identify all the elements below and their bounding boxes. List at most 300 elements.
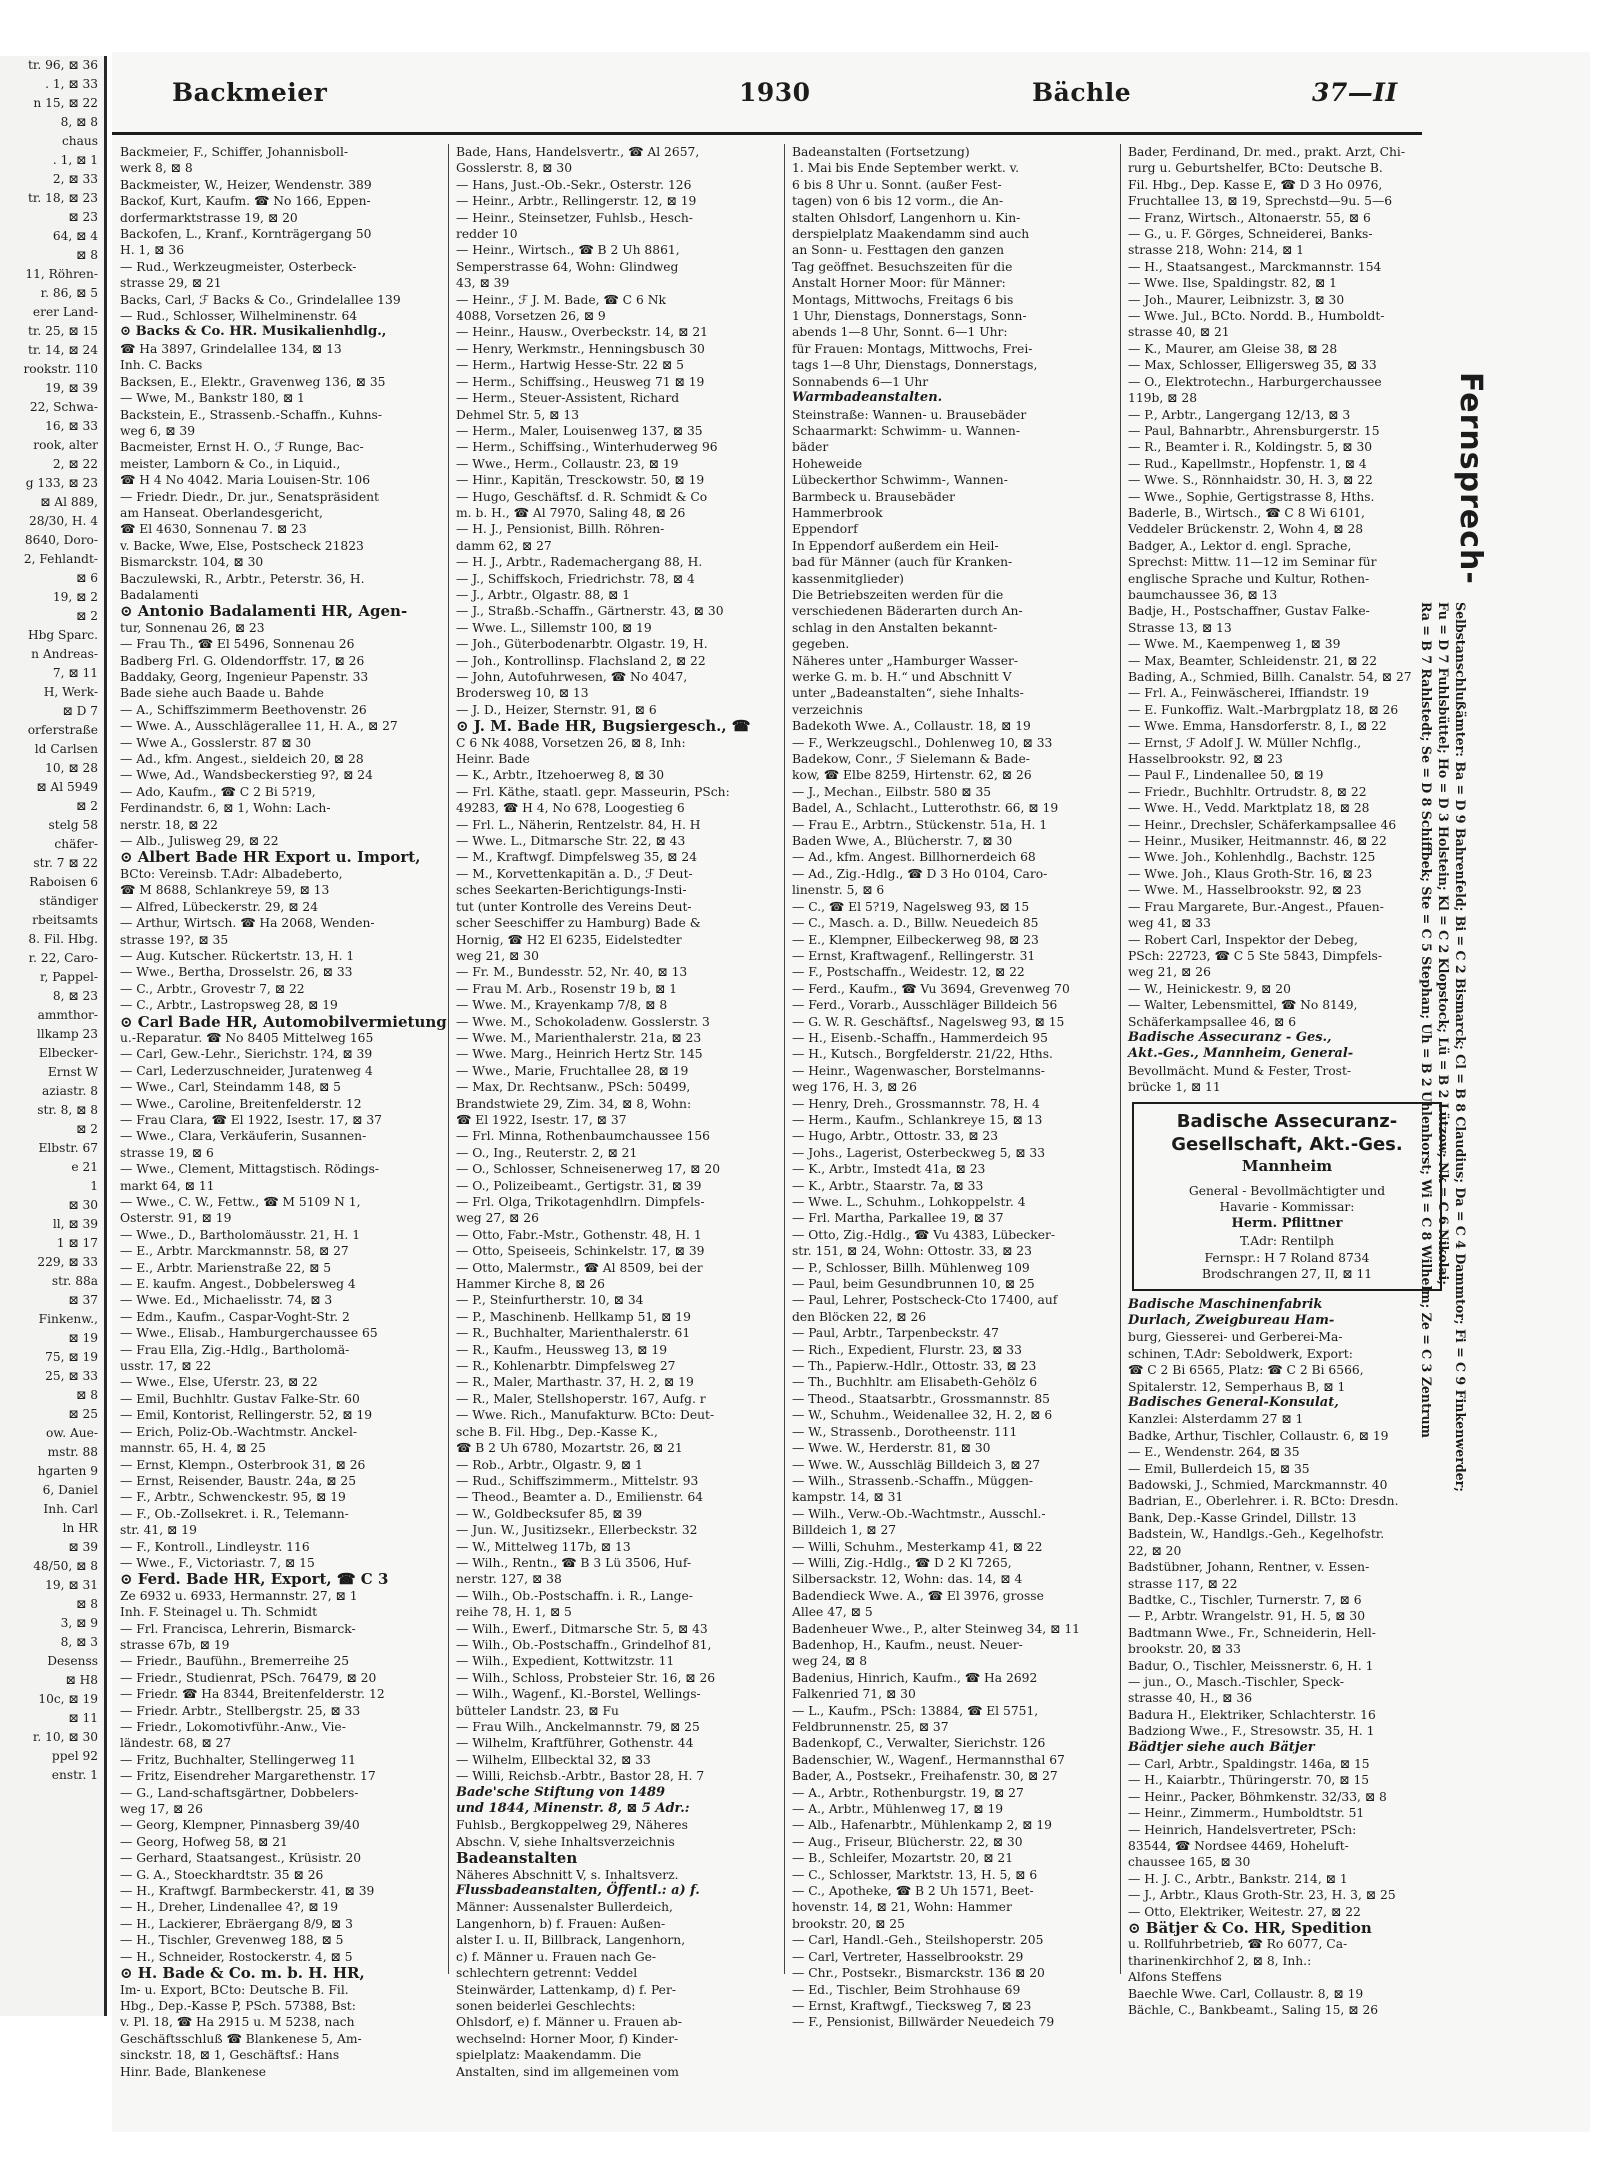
directory-entry: für Frauen: Montags, Mittwochs, Frei- — [792, 341, 1033, 356]
directory-entry: — Heinr., Musiker, Heitmannstr. 46, ⊠ 22 — [1128, 834, 1387, 849]
directory-entry: — Wilh., Verw.-Ob.-Wachtmstr., Ausschl.- — [792, 1506, 1046, 1521]
directory-entry: Bader, A., Postsekr., Freihafenstr. 30, ⊠ 27 — [792, 1769, 1058, 1784]
directory-entry: Spitalerstr. 12, Semperhaus B, ⊠ 1 — [1128, 1379, 1346, 1394]
directory-entry: — Wwe. Joh., Kohlenhdlg., Bachstr. 125 — [1128, 850, 1376, 865]
directory-entry: Osterstr. 91, ⊠ 19 — [120, 1211, 232, 1226]
directory-entry: Lübeckerthor Schwimm-, Wannen- — [792, 473, 1008, 488]
directory-entry: ⊙ J. M. Bade HR, Bugsiergesch., ☎ — [456, 717, 751, 736]
facing-page-line: 64, ⊠ 4 — [52, 229, 98, 243]
directory-entry: nerstr. 18, ⊠ 22 — [120, 817, 218, 832]
directory-entry: — Rud., Werkzeugmeister, Osterbeck- — [120, 259, 357, 274]
directory-entry: — Wwe., Elisab., Hamburgerchaussee 65 — [120, 1326, 378, 1341]
directory-entry: — C., Arbtr., Lastropsweg 28, ⊠ 19 — [120, 998, 338, 1013]
directory-entry: 83544, ☎ Nordsee 4469, Hoheluft- — [1128, 1839, 1349, 1853]
directory-entry: bad für Männer (auch für Kranken- — [792, 555, 1013, 570]
directory-entry: dorfermarktstrasse 19, ⊠ 20 — [120, 210, 298, 225]
facing-page-line: rbeitsamts — [32, 913, 98, 927]
directory-entry: — Walter, Lebensmittel, ☎ No 8149, — [1128, 998, 1358, 1013]
directory-entry: — Friedr. Diedr., Dr. jur., Senatspräsident — [120, 489, 379, 504]
directory-entry: Badberg Frl. G. Oldendorffstr. 17, ⊠ 26 — [120, 653, 365, 668]
directory-entry: BCto: Vereinsb. T.Adr: Albadeberto, — [120, 866, 343, 881]
directory-entry: — Paul F., Lindenallee 50, ⊠ 19 — [1128, 768, 1324, 783]
directory-entry: strasse 19, ⊠ 6 — [120, 1145, 214, 1160]
directory-entry: — E. kaufm. Angest., Dobbelersweg 4 — [120, 1277, 356, 1292]
directory-entry: — Franz, Wirtsch., Altonaerstr. 55, ⊠ 6 — [1128, 210, 1371, 225]
directory-entry: — Heinr., Wagenwascher, Borstelmanns- — [792, 1063, 1045, 1078]
directory-entry: — Frau Wilh., Anckelmannstr. 79, ⊠ 25 — [456, 1720, 700, 1734]
directory-entry: — Frau Margarete, Bur.-Angest., Pfauen- — [1128, 899, 1384, 914]
facing-page-line: 11, Röhren- — [25, 267, 98, 281]
facing-page-line: 8. Fil. Hbg. — [28, 932, 98, 946]
facing-page-line: ammthor- — [37, 1008, 98, 1022]
directory-entry: — Hugo, Geschäftsf. d. R. Schmidt & Co — [456, 489, 708, 504]
directory-entry: strasse 19?, ⊠ 35 — [120, 932, 229, 947]
directory-entry: — B., Schleifer, Mozartstr. 20, ⊠ 21 — [792, 1851, 1014, 1866]
directory-entry: sches Seekarten-Berichtigungs-Insti- — [456, 883, 687, 898]
directory-entry: — H., Lackierer, Ebräergang 8/9, ⊠ 3 — [120, 1916, 353, 1931]
directory-entry: — F., Pensionist, Billwärder Neuedeich 79 — [792, 2015, 1055, 2030]
directory-entry: — Joh., Kontrollinsp. Flachsland 2, ⊠ 22 — [456, 653, 706, 668]
directory-entry: Badura H., Elektriker, Schlachterstr. 16 — [1128, 1707, 1376, 1722]
directory-entry: — A., Arbtr., Rothenburgstr. 19, ⊠ 27 — [792, 1785, 1024, 1800]
directory-entry: Barmbeck u. Brausebäder — [792, 489, 956, 504]
facing-page-line: r. 86, ⊠ 5 — [40, 286, 98, 300]
directory-entry: — E., Arbtr. Marienstraße 22, ⊠ 5 — [120, 1260, 332, 1275]
directory-entry: Dehmel Str. 5, ⊠ 13 — [456, 407, 580, 422]
directory-entry: reihe 78, H. 1, ⊠ 5 — [456, 1605, 572, 1620]
directory-entry: Badeanstalten — [456, 1849, 578, 1868]
directory-entry: — Joh., Maurer, Leibnizstr. 3, ⊠ 30 — [1128, 292, 1345, 307]
directory-entry: verzeichnis — [792, 702, 863, 717]
facing-page-line: aziastr. 8 — [42, 1084, 98, 1098]
sidebar-exchange-line-1: Selbstanschlußämter: Ba = D 9 Bahrenfeld; Bi = C 2 Bismarck; Cl = B 8 Claudius; Da = C 4 Dammtor; Fi = C 9 Finkenwerder; — [1453, 602, 1468, 1492]
facing-page-line: n 15, ⊠ 22 — [33, 96, 98, 110]
directory-entry: — R., Maler, Stellshoperstr. 167, Aufg. r — [456, 1391, 706, 1406]
header-right-word: Bächle — [1032, 78, 1132, 107]
directory-entry: — E., Arbtr. Marckmannstr. 58, ⊠ 27 — [120, 1244, 349, 1259]
directory-entry: 22, ⊠ 20 — [1128, 1543, 1182, 1558]
directory-entry: — Carl, Lederzuschneider, Juratenweg 4 — [120, 1063, 373, 1078]
facing-page-line: orferstraße — [27, 723, 98, 737]
directory-entry: 119b, ⊠ 28 — [1128, 391, 1198, 406]
directory-entry: — Wwe. L., Sillemstr 100, ⊠ 19 — [456, 620, 652, 635]
directory-entry: — Friedr., Lokomotivführ.-Anw., Vie- — [120, 1720, 346, 1734]
directory-entry: — H., Kaiarbtr., Thüringerstr. 70, ⊠ 15 — [1128, 1773, 1370, 1788]
directory-entry: Badtmann Wwe., Fr., Schneiderin, Hell- — [1128, 1625, 1376, 1640]
directory-entry: englische Sprache und Kultur, Rothen- — [1128, 571, 1370, 586]
directory-entry: — Friedr. Arbtr., Stellbergstr. 25, ⊠ 33 — [120, 1703, 361, 1718]
directory-entry: — Ad., Zig.-Hdlg., ☎ D 3 Ho 0104, Caro- — [792, 866, 1048, 881]
directory-entry: — J., Schiffskoch, Friedrichstr. 78, ⊠ 4 — [456, 571, 695, 586]
column-divider — [448, 144, 449, 1974]
directory-entry: — Erich, Poliz-Ob.-Wachtmstr. Anckel- — [120, 1424, 358, 1439]
directory-entry: — O., Ing., Reuterstr. 2, ⊠ 21 — [456, 1145, 638, 1160]
facing-page-line: Elbstr. 67 — [38, 1141, 98, 1155]
directory-entry: tut (unter Kontrolle des Vereins Deut- — [456, 899, 692, 914]
directory-entry: brookstr. 20, ⊠ 33 — [1128, 1642, 1241, 1657]
directory-entry: Badstübner, Johann, Rentner, v. Essen- — [1128, 1560, 1370, 1575]
directory-entry: — Max, Beamter, Schleidenstr. 21, ⊠ 22 — [1128, 653, 1378, 668]
directory-entry: — Herm., Schiffsing., Winterhuderweg 96 — [456, 440, 718, 455]
directory-entry: — W., Mittelweg 117b, ⊠ 13 — [456, 1539, 631, 1554]
directory-entry: sche B. Fil. Hbg., Dep.-Kasse K., — [456, 1424, 658, 1439]
directory-entry: — Wwe., Clara, Verkäuferin, Susannen- — [120, 1129, 367, 1144]
directory-entry: 4088, Vorsetzen 26, ⊠ 9 — [456, 309, 606, 324]
directory-entry: — Heinr., Hausw., Overbeckstr. 14, ⊠ 21 — [456, 325, 708, 340]
directory-entry: — K., Arbtr., Staarstr. 7a, ⊠ 33 — [792, 1178, 984, 1193]
directory-entry: Näheres Abschnitt V, s. Inhaltsverz. — [456, 1867, 679, 1882]
directory-entry: — G. W. R. Geschäftsf., Nagelsweg 93, ⊠ 15 — [792, 1014, 1065, 1029]
directory-entry: — Frl. Minna, Rothenbaumchaussee 156 — [456, 1129, 710, 1144]
directory-entry: str. 41, ⊠ 19 — [120, 1523, 197, 1538]
facing-page-line: Raboisen 6 — [29, 875, 98, 889]
directory-entry: Inh. F. Steinagel u. Th. Schmidt — [120, 1605, 318, 1620]
column-divider — [1120, 144, 1121, 1974]
ad-person-name: Herm. Pflittner — [1231, 1216, 1343, 1232]
facing-page-line: ld Carlsen — [34, 742, 98, 756]
facing-page-line: Inh. Carl — [43, 1502, 98, 1516]
directory-entry: Badalamenti — [120, 587, 199, 602]
facing-page-line: ⊠ 11 — [68, 1711, 98, 1725]
directory-entry: — Wwe A., Gosslerstr. 87 ⊠ 30 — [120, 735, 312, 750]
directory-entry: Bade siehe auch Baade u. Bahde — [120, 686, 324, 701]
directory-entry: bäder — [792, 440, 829, 455]
directory-entry: tur, Sonnenau 26, ⊠ 23 — [120, 620, 265, 635]
directory-entry: — K., Maurer, am Gleise 38, ⊠ 28 — [1128, 341, 1338, 356]
directory-entry: — Otto, Speiseeis, Schinkelstr. 17, ⊠ 39 — [456, 1244, 705, 1259]
directory-entry: baumchaussee 36, ⊠ 13 — [1128, 587, 1278, 602]
directory-entry: — Georg, Klempner, Pinnasberg 39/40 — [120, 1818, 360, 1833]
directory-entry: — Hugo, Arbtr., Ottostr. 33, ⊠ 23 — [792, 1129, 999, 1144]
directory-entry: Falkenried 71, ⊠ 30 — [792, 1687, 916, 1702]
facing-page-line: ⊠ 2 — [76, 1122, 98, 1136]
directory-entry: — Wwe. M., Krayenkamp 7/8, ⊠ 8 — [456, 998, 668, 1013]
facing-page-line: Ernst W — [47, 1065, 98, 1079]
directory-entry: brücke 1, ⊠ 11 — [1128, 1080, 1221, 1095]
directory-entry: weg 21, ⊠ 30 — [456, 948, 539, 963]
directory-entry: Fruchtallee 13, ⊠ 19, Sprechstd—9u. 5—6 — [1128, 194, 1393, 209]
directory-entry: — J., Straßb.-Schaffn., Gärtnerstr. 43, ⊠ 30 — [456, 604, 724, 619]
directory-entry: usstr. 17, ⊠ 22 — [120, 1359, 212, 1374]
directory-entry: — Friedr. ☎ Ha 8344, Breitenfelderstr. 12 — [120, 1687, 385, 1702]
directory-entry: — Wwe. M., Schokoladenw. Gosslerstr. 3 — [456, 1014, 710, 1029]
facing-page-line: 1 ⊠ 17 — [56, 1236, 98, 1250]
header-rule — [112, 132, 1422, 135]
facing-page-line: g 133, ⊠ 23 — [25, 476, 98, 490]
directory-entry: Anstalt Horner Moor: für Männer: — [792, 276, 1006, 291]
directory-entry: Tag geöffnet. Besuchszeiten für die — [792, 259, 1013, 274]
directory-entry: — Frau Ella, Zig.-Hdlg., Bartholomä- — [120, 1342, 350, 1357]
facing-page-line: ⊠ Al 889, — [40, 495, 98, 509]
directory-entry: — Wilh., Ewerf., Ditmarsche Str. 5, ⊠ 43 — [456, 1621, 708, 1636]
facing-page-line: 48/50, ⊠ 8 — [33, 1559, 98, 1573]
directory-entry: — Herm., Steuer-Assistent, Richard — [456, 391, 680, 406]
directory-entry: ☎ H 4 No 4042. Maria Louisen-Str. 106 — [120, 473, 371, 488]
facing-page-line: 19, ⊠ 31 — [45, 1578, 98, 1592]
directory-entry: Sonnabends 6—1 Uhr — [792, 374, 929, 389]
directory-entry: — R., Beamter i. R., Koldingstr. 5, ⊠ 30 — [1128, 440, 1373, 455]
directory-entry: — H., Schneider, Rostockerstr. 4, ⊠ 5 — [120, 1949, 353, 1964]
directory-entry: derspielplatz Maakendamm sind auch — [792, 227, 1030, 242]
directory-entry: — Joh., Güterbodenarbtr. Olgastr. 19, H. — [456, 637, 708, 652]
directory-entry: — Wwe, M., Bankstr 180, ⊠ 1 — [120, 391, 305, 406]
directory-entry: — Fr. M., Bundesstr. 52, Nr. 40, ⊠ 13 — [456, 965, 688, 980]
facing-page-line: 19, ⊠ 2 — [52, 590, 98, 604]
directory-entry: — P., Arbtr., Langergang 12/13, ⊠ 3 — [1128, 407, 1351, 422]
directory-entry: — O., Schlosser, Schneisenerweg 17, ⊠ 20 — [456, 1162, 721, 1177]
facing-page-line: str. 88a — [51, 1274, 98, 1288]
directory-entry: Badziong Wwe., F., Stresowstr. 35, H. 1 — [1128, 1724, 1375, 1739]
directory-entry: — Wwe., Sophie, Gertigstrasse 8, Hths. — [1128, 489, 1375, 504]
facing-page-line: r. 22, Caro- — [28, 951, 98, 965]
directory-entry: — Frau Clara, ☎ El 1922, Isestr. 17, ⊠ 37 — [120, 1112, 382, 1127]
directory-entry: — H., Kraftwgf. Barmbeckerstr. 41, ⊠ 39 — [120, 1884, 375, 1899]
directory-entry: kampstr. 14, ⊠ 31 — [792, 1490, 904, 1505]
facing-page-line: ⊠ 19 — [68, 1331, 98, 1345]
directory-entry: Schäferkampsallee 46, ⊠ 6 — [1128, 1014, 1297, 1029]
facing-page-line: 10, ⊠ 28 — [45, 761, 98, 775]
advertisement-box — [1132, 1102, 1442, 1291]
directory-entry: Hornig, ☎ H2 El 6235, Eidelstedter — [456, 932, 682, 947]
directory-entry: Fuhlsb., Bergkoppelweg 29, Näheres — [456, 1818, 688, 1833]
directory-entry: — L., Kaufm., PSch: 13884, ☎ El 5751, — [792, 1703, 1039, 1718]
directory-entry: — Wwe. S., Rönnhaidstr. 30, H. 3, ⊠ 22 — [1128, 473, 1373, 488]
directory-entry: Akt.-Ges., Mannheim, General- — [1128, 1046, 1354, 1062]
directory-entry: — C., Apotheke, ☎ B 2 Uh 1571, Beet- — [792, 1884, 1034, 1899]
directory-entry: alster I. u. II, Billbrack, Langenhorn, — [456, 1933, 686, 1948]
facing-page-line: 229, ⊠ 33 — [37, 1255, 98, 1269]
directory-entry: brookstr. 20, ⊠ 25 — [792, 1916, 905, 1931]
directory-entry: Bade'sche Stiftung von 1489 — [456, 1784, 666, 1800]
directory-entry: — H. J., Pensionist, Billh. Röhren- — [456, 522, 665, 537]
facing-page-line: 3, ⊠ 9 — [60, 1616, 98, 1630]
directory-entry: an Sonn- u. Festtagen den ganzen — [792, 243, 1005, 258]
facing-page-line: ppel 92 — [51, 1749, 98, 1763]
directory-entry: — H. J., Arbtr., Rademachergang 88, H. — [456, 555, 703, 570]
directory-entry: Steinwärder, Lattenkamp, d) f. Per- — [456, 1982, 676, 1997]
directory-entry: Backsen, E., Elektr., Gravenweg 136, ⊠ 35 — [120, 374, 386, 389]
directory-entry: — Carl, Gew.-Lehr., Sierichstr. 1?4, ⊠ 39 — [120, 1047, 373, 1062]
directory-entry: — R., Kohlenarbtr. Dimpfelsweg 27 — [456, 1359, 676, 1374]
directory-entry: — Rud., Schlosser, Wilhelminenstr. 64 — [120, 309, 358, 324]
directory-entry: — Wwe. A., Ausschlägerallee 11, H. A., ⊠ 27 — [120, 719, 398, 734]
directory-entry: — Friedr., Baufühn., Bremerreihe 25 — [120, 1654, 350, 1669]
directory-entry: strasse 67b, ⊠ 19 — [120, 1637, 230, 1652]
directory-entry: — Heinr., ℱ J. M. Bade, ☎ C 6 Nk — [456, 292, 666, 307]
directory-entry: — A., Arbtr., Mühlenweg 17, ⊠ 19 — [792, 1802, 1004, 1817]
directory-entry: Allee 47, ⊠ 5 — [792, 1605, 873, 1620]
directory-entry: — Paul, Arbtr., Tarpenbeckstr. 47 — [792, 1326, 1000, 1341]
directory-entry: Baden Wwe, A., Blücherstr. 7, ⊠ 30 — [792, 834, 1013, 849]
directory-entry: — Wwe. Joh., Klaus Groth-Str. 16, ⊠ 23 — [1128, 866, 1373, 881]
directory-entry: Kanzlei: Alsterdamm 27 ⊠ 1 — [1128, 1412, 1304, 1427]
ad-text: Fernspr.: H 7 Roland 8734 — [1204, 1250, 1370, 1265]
directory-entry: Badenhop, H., Kaufm., neust. Neuer- — [792, 1637, 1023, 1652]
directory-entry: — Alb., Hafenarbtr., Mühlenkamp 2, ⊠ 19 — [792, 1818, 1052, 1833]
directory-entry: In Eppendorf außerdem ein Heil- — [792, 538, 999, 553]
directory-entry: Badenkopf, C., Verwalter, Sierichstr. 126 — [792, 1736, 1046, 1751]
directory-entry: PSch: 22723, ☎ C 5 Ste 5843, Dimpfels- — [1128, 948, 1382, 963]
directory-entry: Gosslerstr. 8, ⊠ 30 — [456, 161, 573, 176]
directory-entry: rurg u. Geburtshelfer, BCto: Deutsche B. — [1128, 161, 1383, 176]
directory-entry: — Robert Carl, Inspektor der Debeg, — [1128, 932, 1358, 947]
directory-entry: — H., Staatsangest., Marckmannstr. 154 — [1128, 259, 1382, 274]
facing-page-line: ⊠ 8 — [76, 1597, 98, 1611]
directory-entry: Bismarckstr. 104, ⊠ 30 — [120, 555, 264, 570]
facing-page-line: rook, alter — [33, 438, 98, 452]
directory-entry: — Wwe. M., Kaempenweg 1, ⊠ 39 — [1128, 637, 1341, 652]
directory-entry: gegeben. — [792, 637, 850, 652]
directory-entry: ⊙ Ferd. Bade HR, Export, ☎ C 3 — [120, 1570, 389, 1589]
directory-entry: — Frl. Olga, Trikotagenhdlrn. Dimpfels- — [456, 1195, 705, 1209]
directory-entry: — P., Schlosser, Billh. Mühlenweg 109 — [792, 1260, 1030, 1275]
directory-entry: — Wwe. M., Marienthalerstr. 21a, ⊠ 23 — [456, 1030, 702, 1045]
facing-page-line: 6, Daniel — [42, 1483, 98, 1497]
directory-entry: — Th., Buchhltr. am Elisabeth-Gehölz 6 — [792, 1375, 1038, 1390]
directory-entry: — Wwe. W., Ausschläg Billdeich 3, ⊠ 27 — [792, 1457, 1041, 1472]
directory-entry: — Wwe. L., Schuhm., Lohkoppelstr. 4 — [792, 1195, 1026, 1209]
directory-entry: chaussee 165, ⊠ 30 — [1128, 1855, 1251, 1870]
facing-page-line: ⊠ Al 5949 — [36, 780, 98, 794]
directory-entry: — J., Mechan., Eilbstr. 580 ⊠ 35 — [792, 784, 992, 799]
directory-entry: — Heinr., Steinsetzer, Fuhlsb., Hesch- — [456, 210, 693, 225]
directory-entry: — Ado, Kaufm., ☎ C 2 Bi 5?19, — [120, 784, 316, 799]
directory-entry: — F., Ob.-Zollsekret. i. R., Telemann- — [120, 1506, 349, 1521]
directory-entry: — G., Land-schaftsgärtner, Dobbelers- — [120, 1785, 359, 1800]
directory-entry: — Ed., Tischler, Beim Strohhause 69 — [792, 1982, 1021, 1997]
facing-page-line: stelg 58 — [48, 818, 98, 832]
directory-entry: — Wwe, Ad., Wandsbeckerstieg 9?, ⊠ 24 — [120, 768, 373, 783]
directory-entry: — Wwe. M., Hasselbrookstr. 92, ⊠ 23 — [1128, 883, 1362, 898]
directory-entry: Schaarmarkt: Schwimm- u. Wannen- — [792, 423, 1020, 438]
facing-page-line: ⊠ 30 — [68, 1198, 98, 1212]
directory-entry: — Wwe., F., Victoriastr. 7, ⊠ 15 — [120, 1555, 315, 1570]
directory-entry: — Carl, Vertreter, Hasselbrookstr. 29 — [792, 1949, 1024, 1964]
directory-entry: Warmbadeanstalten. — [792, 390, 943, 406]
facing-page-line: r. 10, ⊠ 30 — [32, 1730, 98, 1744]
directory-entry: ländestr. 68, ⊠ 27 — [120, 1736, 232, 1751]
directory-entry: — Wwe. Rich., Manufakturw. BCto: Deut- — [456, 1408, 715, 1423]
directory-entry: wechselnd: Horner Moor, f) Kinder- — [456, 2031, 679, 2046]
directory-entry: — Friedr., Buchhltr. Ortrudstr. 8, ⊠ 22 — [1128, 784, 1367, 799]
directory-entry: v. Pl. 18, ☎ Ha 2915 u. M 5238, nach — [120, 2015, 355, 2030]
ad-title-line-1: Badische Assecuranz- — [1176, 1110, 1398, 1132]
directory-entry: Hammerbrook — [792, 505, 883, 520]
facing-page-line: 8640, Doro- — [24, 533, 98, 547]
directory-entry: — G., u. F. Görges, Schneiderei, Banks- — [1128, 227, 1373, 242]
directory-entry: — J. D., Heizer, Sternstr. 91, ⊠ 6 — [456, 702, 657, 717]
directory-entry: Baderle, B., Wirtsch., ☎ C 8 Wi 6101, — [1128, 505, 1365, 520]
directory-entry: — Ernst, Kraftwgf., Tiecksweg 7, ⊠ 23 — [792, 1998, 1032, 2013]
directory-entry: Backstein, E., Strassenb.-Schaffn., Kuhns- — [120, 407, 383, 422]
directory-entry: strasse 40, ⊠ 21 — [1128, 325, 1230, 340]
directory-entry: — F., Werkzeugschl., Dohlenweg 10, ⊠ 33 — [792, 735, 1053, 750]
directory-entry: Billdeich 1, ⊠ 27 — [792, 1523, 897, 1538]
directory-entry: 43, ⊠ 39 — [456, 276, 510, 291]
directory-entry: — Chr., Postsekr., Bismarckstr. 136 ⊠ 20 — [792, 1966, 1045, 1981]
directory-entry: — Theod., Beamter a. D., Emilienstr. 64 — [456, 1490, 704, 1505]
directory-entry: — Henry, Werkmstr., Henningsbusch 30 — [456, 341, 705, 356]
directory-entry: — Heinr., Zimmerm., Humboldtstr. 51 — [1128, 1806, 1365, 1821]
directory-entry: — Frau M. Arb., Rosenstr 19 b, ⊠ 1 — [456, 981, 678, 996]
directory-entry: Badenius, Hinrich, Kaufm., ☎ Ha 2692 — [792, 1670, 1038, 1685]
directory-entry: unter „Badeanstalten“, siehe Inhalts- — [792, 686, 1024, 701]
directory-entry: — P., Steinfurtherstr. 10, ⊠ 34 — [456, 1293, 644, 1308]
directory-entry: Badische Assecuranz - Ges., — [1128, 1029, 1332, 1045]
directory-entry: strasse 29, ⊠ 21 — [120, 276, 222, 291]
facing-page-line: tr. 96, ⊠ 36 — [28, 58, 98, 72]
directory-entry: — Willi, Schuhm., Mesterkamp 41, ⊠ 22 — [792, 1539, 1043, 1554]
facing-page-line: 10c, ⊠ 19 — [38, 1692, 98, 1706]
directory-entry: C 6 Nk 4088, Vorsetzen 26, ⊠ 8, Inh: — [456, 735, 686, 750]
facing-page-line: ll, ⊠ 39 — [52, 1217, 98, 1231]
directory-entry: sinckstr. 18, ⊠ 1, Geschäftsf.: Hans — [120, 2048, 340, 2063]
directory-entry: — Emil, Buchhltr. Gustav Falke-Str. 60 — [120, 1391, 360, 1406]
directory-entry: schlechtern getrennt: Veddel — [456, 1966, 638, 1981]
directory-entry: — Wwe., Bertha, Drosselstr. 26, ⊠ 33 — [120, 965, 353, 980]
facing-page-line: hgarten 9 — [37, 1464, 98, 1478]
directory-entry: — Wwe. W., Herderstr. 81, ⊠ 30 — [792, 1441, 991, 1456]
facing-page-line: H, Werk- — [43, 685, 98, 699]
directory-entry: Näheres unter „Hamburger Wasser- — [792, 653, 1019, 668]
facing-page-line: ln HR — [62, 1521, 98, 1535]
directory-entry: Geschäftsschluß ☎ Blankenese 5, Am- — [120, 2031, 362, 2046]
facing-page-line: 28/30, H. 4 — [28, 514, 98, 528]
sidebar-exchange-line-3: Ra = B 7 Rahlstedt; Se = D 8 Schiffbek; Ste = C 5 Stephan; Uh = B 2 Uhlenhorst; Wi = C 8 Wilhelm; Ze = C 3 Zentrum — [1419, 602, 1434, 1439]
directory-entry: — Heinr., Wirtsch., ☎ B 2 Uh 8861, — [456, 243, 680, 258]
directory-entry: Die Betriebszeiten werden für die — [792, 587, 1004, 602]
facing-page-line: Desenss — [47, 1654, 98, 1668]
facing-page-line: str. 8, ⊠ 8 — [37, 1103, 98, 1117]
directory-entry: Badische Maschinenfabrik — [1128, 1296, 1323, 1312]
directory-entry: Hbg., Dep.-Kasse P, PSch. 57388, Bst: — [120, 1998, 356, 2013]
directory-entry: c) f. Männer u. Frauen nach Ge- — [456, 1949, 657, 1964]
directory-entry: Badeanstalten (Fortsetzung) — [792, 145, 970, 159]
column-2 — [456, 144, 778, 2079]
directory-entry: — C., Schlosser, Marktstr. 13, H. 5, ⊠ 6 — [792, 1867, 1038, 1882]
facing-page-line: 8, ⊠ 8 — [60, 115, 98, 129]
directory-entry: — H., Eisenb.-Schaffn., Hammerdeich 95 — [792, 1030, 1048, 1045]
directory-entry: Badrian, E., Oberlehrer. i. R. BCto: Dresdn. — [1128, 1494, 1399, 1509]
directory-entry: tharinenkirchhof 2, ⊠ 8, Inh.: — [1128, 1953, 1312, 1968]
directory-entry: — Wilh., Expedient, Kottwitzstr. 11 — [456, 1654, 675, 1669]
directory-entry: — Wilh., Wagenf., Kl.-Borstel, Wellings- — [456, 1687, 701, 1702]
directory-entry: Bevollmächt. Mund & Fester, Trost- — [1128, 1063, 1352, 1078]
directory-entry: — W., Strassenb., Dorotheenstr. 111 — [792, 1424, 1018, 1439]
directory-entry: Anstalten, sind im allgemeinen vom — [456, 2064, 679, 2079]
directory-entry: Badger, A., Lektor d. engl. Sprache, — [1128, 538, 1352, 553]
directory-entry: — Wwe., Else, Uferstr. 23, ⊠ 22 — [120, 1375, 318, 1390]
directory-entry: Badisches General-Konsulat, — [1128, 1395, 1339, 1411]
directory-entry: — Carl, Arbtr., Spaldingstr. 146a, ⊠ 15 — [1128, 1756, 1370, 1771]
sidebar-exchange-line-2: Fu = D 7 Fuhlsbüttel; Ho = D 3 Holstein; Kl = C 2 Klopstock; Lü = B 2 Lützow; Nk = C 6 Nikolai; — [1436, 602, 1451, 1285]
directory-entry: — F., Kontroll., Lindleystr. 116 — [120, 1539, 310, 1554]
directory-entry: weg 27, ⊠ 26 — [456, 1211, 539, 1226]
directory-entry: — Carl, Handl.-Geh., Steilshoperstr. 205 — [792, 1933, 1044, 1948]
directory-entry: — M., Korvettenkapitän a. D., ℱ Deut- — [456, 866, 693, 881]
directory-entry: — Max, Schlosser, Elligersweg 35, ⊠ 33 — [1128, 358, 1377, 373]
column-divider — [784, 144, 785, 1974]
ad-text: Brodschrangen 27, II, ⊠ 11 — [1201, 1267, 1373, 1282]
directory-entry: Brodersweg 10, ⊠ 13 — [456, 686, 589, 701]
directory-entry: Männer: Aussenalster Bullerdeich, — [456, 1900, 673, 1915]
ad-text: T.Adr: Rentilph — [1239, 1234, 1335, 1249]
directory-entry: linenstr. 5, ⊠ 6 — [792, 883, 885, 898]
directory-entry: Bade, Hans, Handelsvertr., ☎ Al 2657, — [456, 145, 700, 159]
directory-entry: Badtke, C., Tischler, Turnerstr. 7, ⊠ 6 — [1128, 1592, 1362, 1607]
directory-entry: — Wwe., Caroline, Breitenfelderstr. 12 — [120, 1096, 362, 1111]
directory-entry: schlag in den Anstalten bekannt- — [792, 620, 998, 635]
